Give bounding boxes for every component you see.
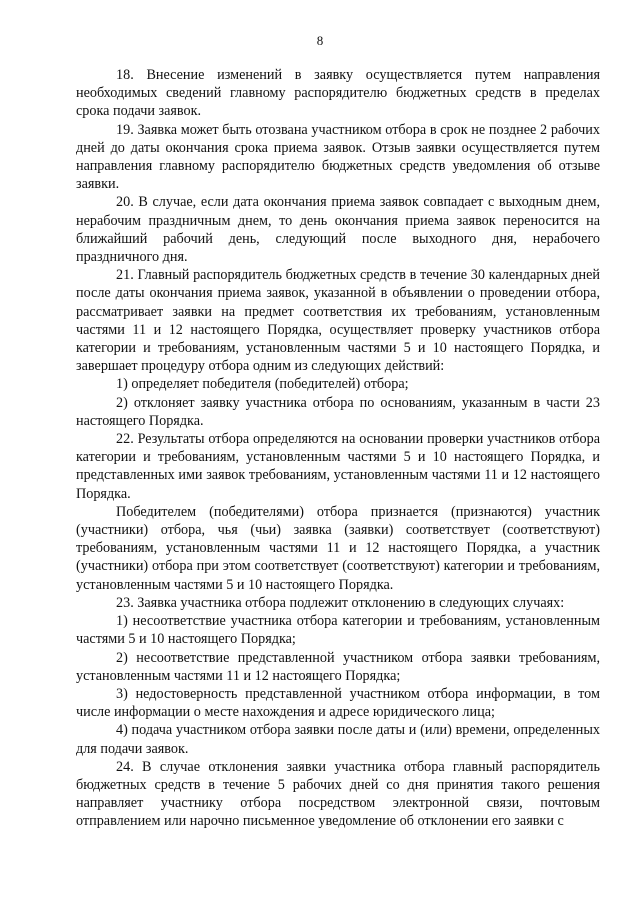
paragraph-23: 23. Заявка участника отбора подлежит отклонению в следующих случаях:: [116, 594, 565, 611]
paragraph-18: 18. Внесение изменений в заявку осуществляется путем направления необходимых сведений главному распорядителю бюджетных средств в пределах срока подачи заявок.: [76, 67, 600, 120]
paragraph-22: 22. Результаты отбора определяются на основании проверки участников отбора категории и требованиям, установленным частями 5 и 10 настоящего Порядка, и представленных ими заявок требованиям, установленным частями 11 и 12 настоящего Порядка.: [76, 431, 600, 502]
paragraph-23-item-2: 2) несоответствие представленной участником отбора заявки требованиям, установленным частями 11 и 12 настоящего Порядка;: [76, 649, 600, 684]
document-body: [76, 66, 600, 831]
paragraph-23-item-1: 1) несоответствие участника отбора категории и требованиям, установленным частями 5 и 10 настоящего Порядка;: [76, 613, 600, 648]
paragraph-23-item-4: 4) подача участником отбора заявки после даты и (или) времени, определенных для подачи заявок.: [76, 722, 600, 757]
paragraph-22-winners: Победителем (победителями) отбора признается (признаются) участник (участники) отбора, чья (чьи) заявка (заявки) соответствует (соответствуют) требованиям, установленным частями 11 и 12 настоящего Порядка, а участник (участники) отбора при этом соответствует (соответствуют) категории и требованиям, установленным частями 5 и 10 настоящего Порядка.: [76, 503, 600, 593]
paragraph-20: 20. В случае, если дата окончания приема заявок совпадает с выходным днем, нерабочим праздничным днем, то день окончания приема заявок переносится на ближайший рабочий день, следующий после выходного дня, нерабочего праздничного дня.: [76, 194, 600, 266]
paragraph-24: 24. В случае отклонения заявки участника отбора главный распорядитель бюджетных средств в течение 5 рабочих дней со дня принятия такого решения направляет участнику отбора посредством электронной связи, почтовым отправлением или нарочно письменное уведомление об отклонении его заявки с: [76, 758, 600, 830]
paragraph-21-item-1: 1) определяет победителя (победителей) отбора;: [116, 376, 409, 393]
paragraph-21-item-2: 2) отклоняет заявку участника отбора по основаниям, указанным в части 23 настоящего Порядка.: [76, 394, 600, 429]
page-number: 8: [316, 33, 324, 48]
paragraph-19: 19. Заявка может быть отозвана участником отбора в срок не позднее 2 рабочих дней до даты окончания срока приема заявок. Отзыв заявки осуществляется путем направления главному распорядителю бюджетных средств уведомления об отзыве заявки.: [76, 121, 600, 193]
paragraph-23-item-3: 3) недостоверность представленной участником отбора информации, в том числе информации о месте нахождения и адресе юридического лица;: [76, 685, 600, 721]
paragraph-21: 21. Главный распорядитель бюджетных средств в течение 30 календарных дней после даты окончания приема заявок, указанной в объявлении о проведении отбора, рассматривает заявки на предмет соответствия их требованиям, установленным частями 11 и 12 настоящего Порядка, осуществляет проверку участников отбора категории и требованиям, установленным частями 5 и 10 настоящего Порядка, и завершает процедуру отбора одним из следующих действий:: [76, 267, 600, 375]
